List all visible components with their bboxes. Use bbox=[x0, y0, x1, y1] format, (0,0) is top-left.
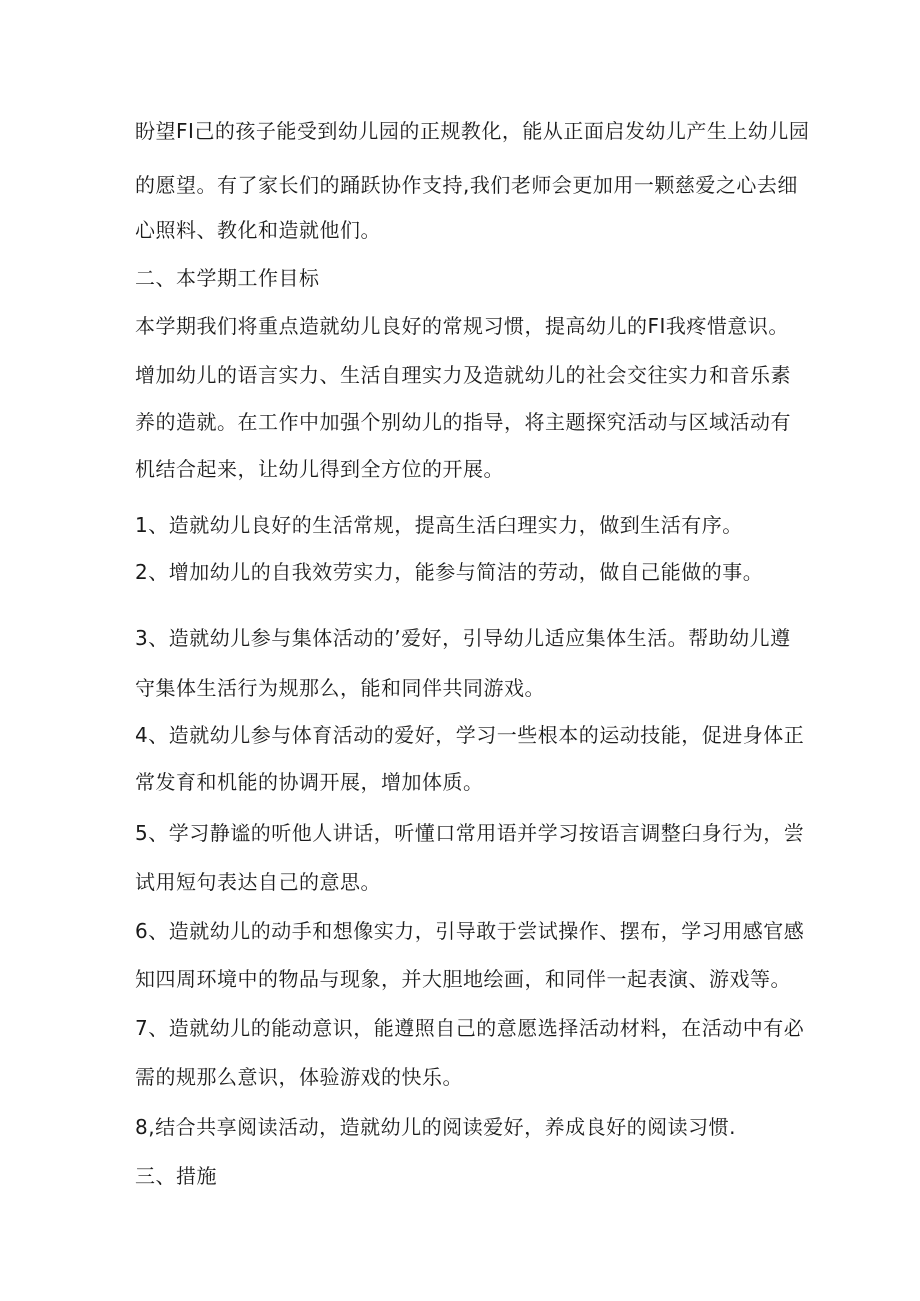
goal-item-1: 1、造就幼儿良好的生活常规，提高生活臼理实力，做到生活有序。 bbox=[135, 513, 743, 537]
goal-item-3: 3、造就幼儿参与集体活动的’爱好，引导幼儿适应集体生活。帮助幼儿遵 bbox=[135, 626, 791, 650]
goal-item-6: 6、造就幼儿的动手和想像实力，引导敢于尝试操作、摆布，学习用感官感 bbox=[135, 919, 805, 943]
paragraph-line-1: 盼望FI己的孩子能受到幼儿园的正规教化，能从正面启发幼儿产生上幼儿园 bbox=[135, 119, 810, 143]
goal-item-2: 2、增加幼儿的自我效劳实力，能参与简洁的劳动，做自己能做的事。 bbox=[135, 560, 764, 584]
paragraph-line-5: 本学期我们将重点造就幼儿良好的常规习惯，提高幼儿的FI我疼惜意识。 bbox=[135, 314, 789, 338]
paragraph-line-3: 心照料、教化和造就他们。 bbox=[135, 218, 381, 242]
section-heading-goals: 二、本学期工作目标 bbox=[135, 266, 320, 290]
goal-item-5-cont: 试用短句表达自己的意思。 bbox=[135, 870, 381, 894]
paragraph-line-8: 机结合起来，让幼儿得到全方位的开展。 bbox=[135, 457, 504, 481]
goal-item-6-cont: 知四周环境中的物品与现象，并大胆地绘画，和同伴一起表演、游戏等。 bbox=[135, 967, 791, 991]
goal-item-7: 7、造就幼儿的能动意识，能遵照自己的意愿选择活动材料，在活动中有必 bbox=[135, 1016, 805, 1040]
section-heading-measures: 三、措施 bbox=[135, 1164, 217, 1188]
goal-item-7-cont: 需的规那么意识，体验游戏的快乐。 bbox=[135, 1065, 463, 1089]
goal-item-3-cont: 守集体生活行为规那么，能和同伴共同游戏。 bbox=[135, 676, 545, 700]
goal-item-5: 5、学习静谧的听他人讲话，听懂口常用语并学习按语言调整臼身行为，尝 bbox=[135, 821, 805, 845]
paragraph-line-6: 增加幼儿的语言实力、生活自理实力及造就幼儿的社会交往实力和音乐素 bbox=[135, 363, 791, 387]
paragraph-line-2: 的愿望。有了家长们的踊跃协作支持,我们老师会更加用一颗慈爱之心去细 bbox=[135, 173, 798, 197]
goal-item-8: 8,结合共享阅读活动，造就幼儿的阅读爱好，养成良好的阅读习惯. bbox=[135, 1115, 736, 1139]
paragraph-line-7: 养的造就。在工作中加强个别幼儿的指导，将主题探究活动与区域活动有 bbox=[135, 410, 791, 434]
goal-item-4: 4、造就幼儿参与体育活动的爱好，学习一些根本的运动技能，促进身体正 bbox=[135, 723, 805, 747]
goal-item-4-cont: 常发育和机能的协调开展，增加体质。 bbox=[135, 770, 484, 794]
